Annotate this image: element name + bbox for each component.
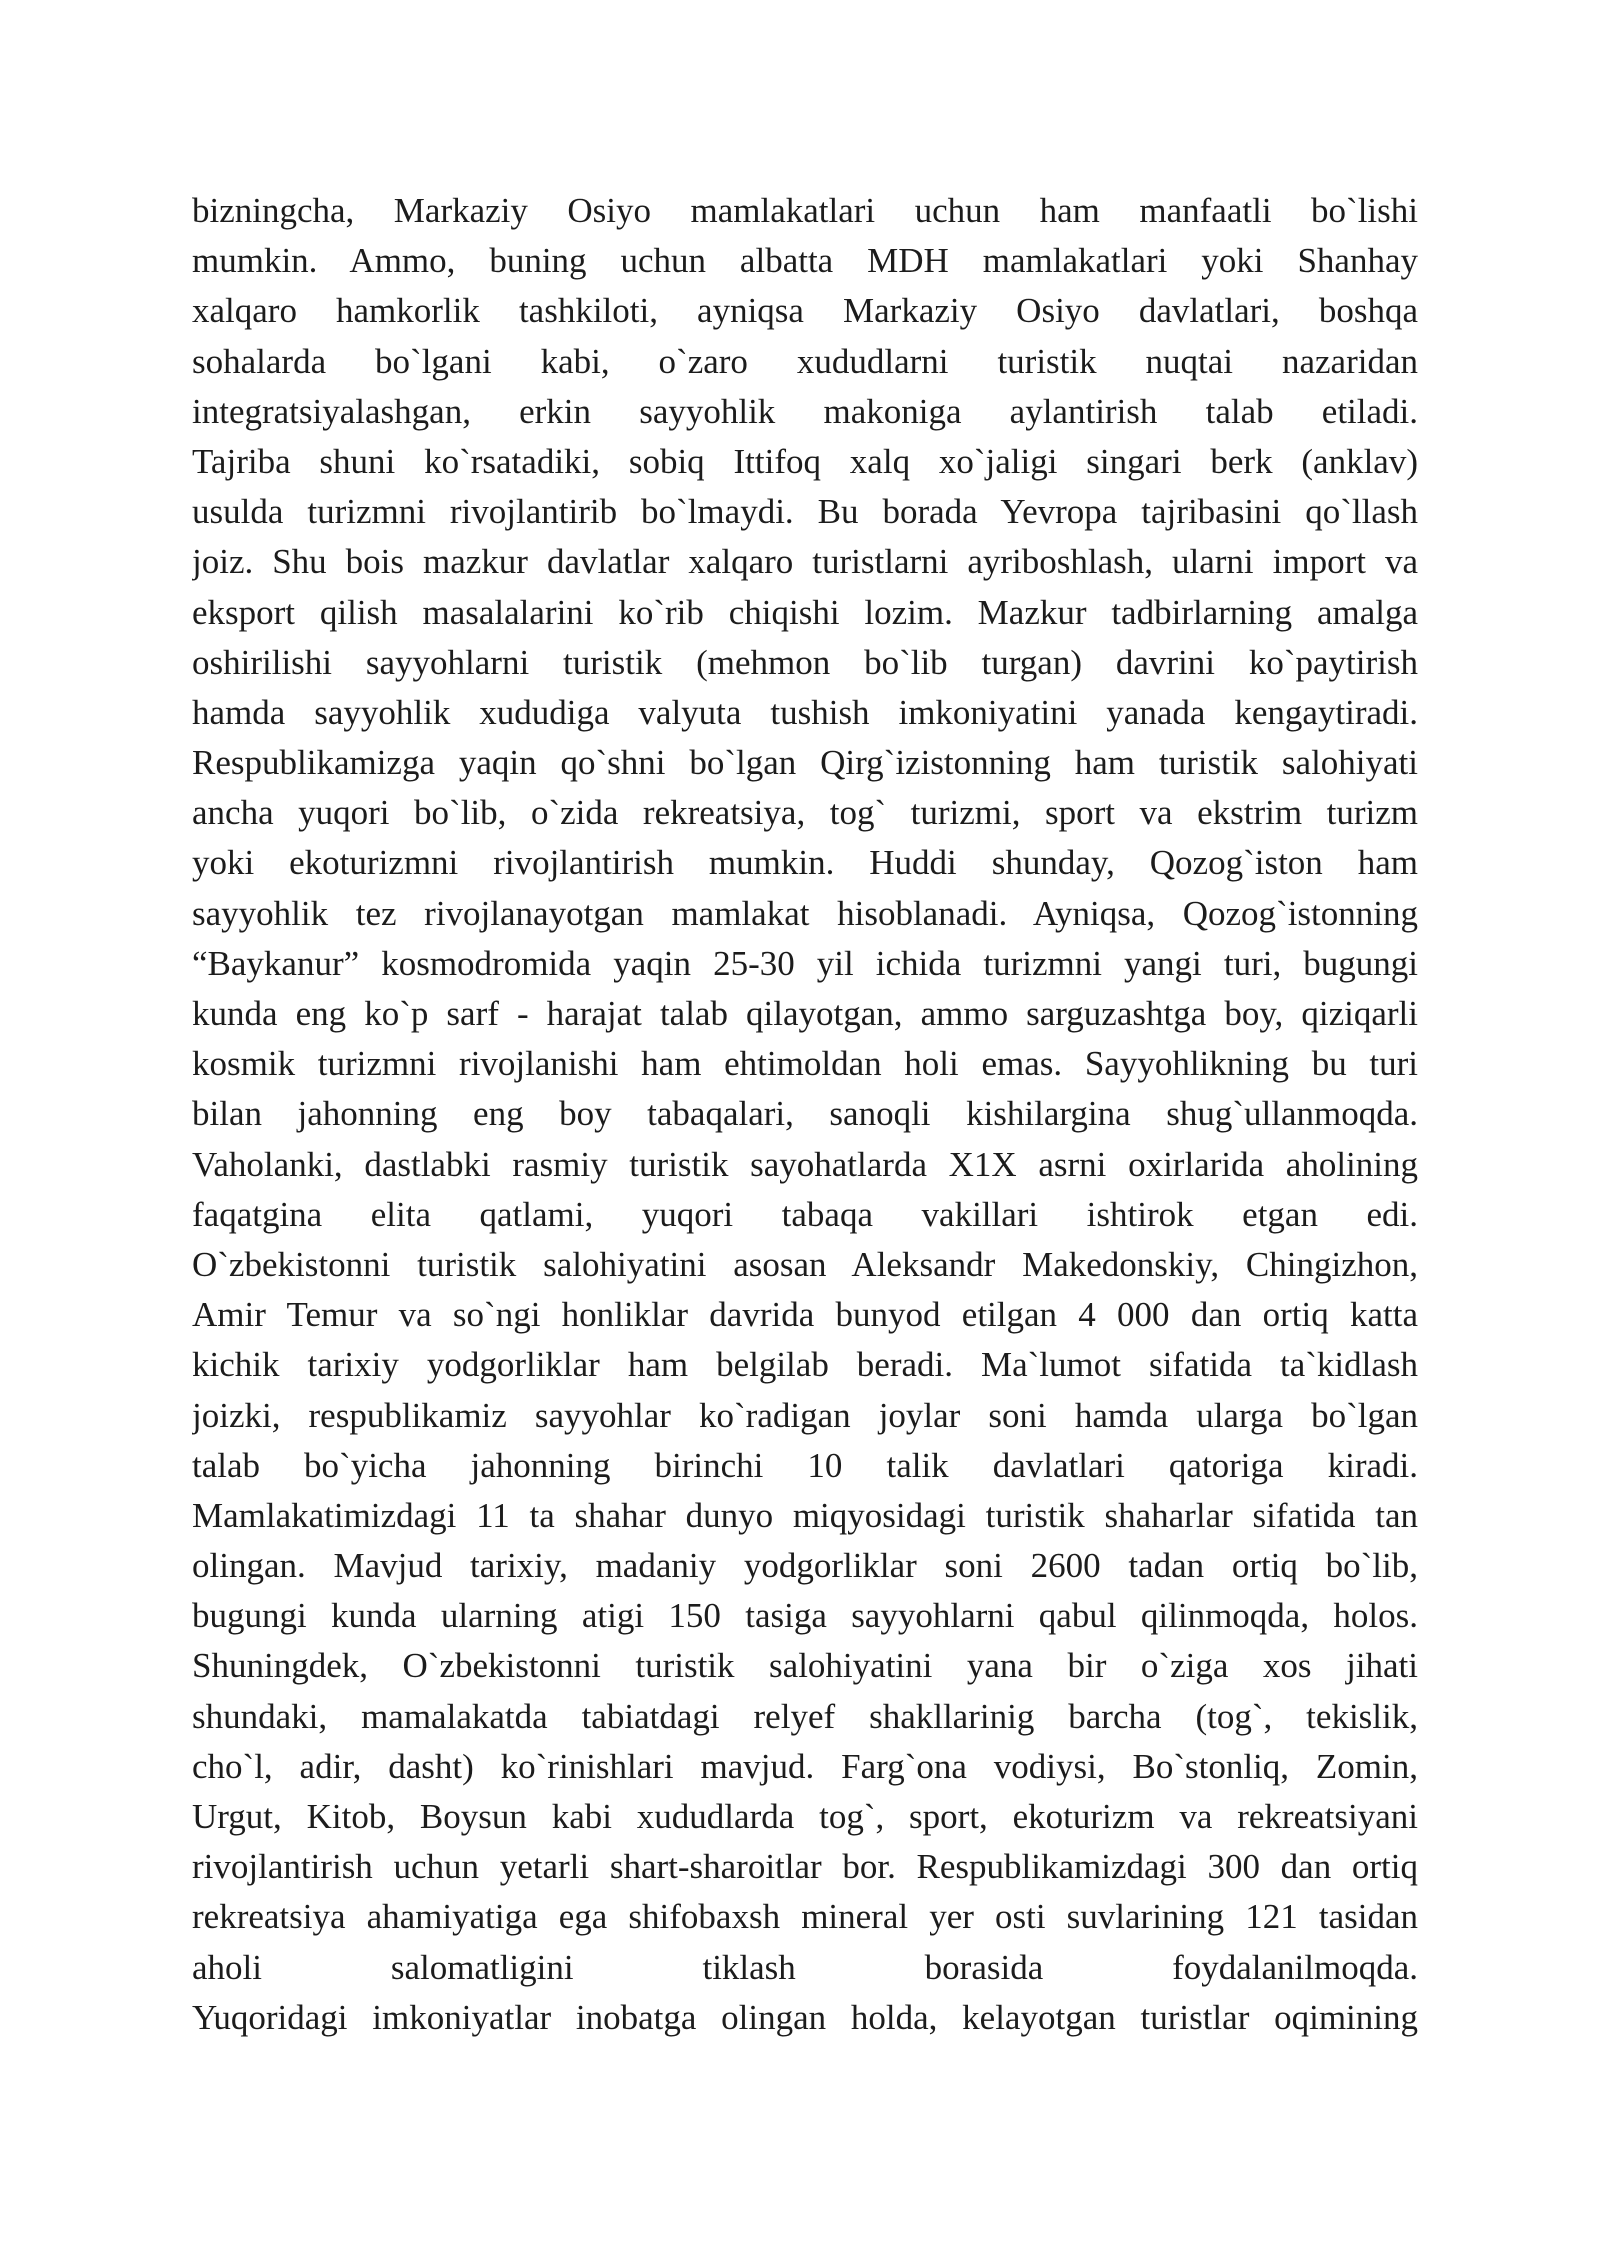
text-line: bugungi kunda ularning atigi 150 tasiga sayyohlarni qabul qilinmoqda, holos. xyxy=(192,1596,1418,1636)
body-text xyxy=(192,186,1418,2043)
text-line: talab bo`yicha jahonning birinchi 10 talik davlatlari qatoriga kiradi. xyxy=(192,1445,1418,1485)
text-line: eksport qilish masalalarini ko`rib chiqishi lozim. Mazkur tadbirlarning amalga xyxy=(192,592,1418,632)
text-line: ancha yuqori bo`lib, o`zida rekreatsiya, tog` turizmi, sport va ekstrim turizm xyxy=(192,793,1418,833)
text-line: mumkin. Ammo, buning uchun albatta MDH mamlakatlari yoki Shanhay xyxy=(192,241,1418,281)
text-line: kunda eng ko`p sarf - harajat talab qilayotgan, ammo sarguzashtga boy, qiziqarli xyxy=(192,994,1418,1033)
text-line: joizki, respublikamiz sayyohlar ko`radigan joylar soni hamda ularga bo`lgan xyxy=(192,1395,1418,1435)
text-line: xalqaro hamkorlik tashkiloti, ayniqsa Markaziy Osiyo davlatlari, boshqa xyxy=(192,291,1418,331)
text-line: sayyohlik tez rivojlanayotgan mamlakat hisoblanadi. Ayniqsa, Qozog`istonning xyxy=(192,893,1418,933)
text-line: kosmik turizmni rivojlanishi ham ehtimoldan holi emas. Sayyohlikning bu turi xyxy=(192,1044,1418,1084)
text-line: sohalarda bo`lgani kabi, o`zaro xududlarni turistik nuqtai nazaridan xyxy=(192,341,1418,381)
text-line: faqatgina elita qatlami, yuqori tabaqa vakillari ishtirok etgan edi. xyxy=(192,1194,1418,1234)
text-line: Respublikamizga yaqin qo`shni bo`lgan Qirg`izistonning ham turistik salohiyati xyxy=(192,743,1418,783)
text-line: rivojlantirish uchun yetarli shart-sharoitlar bor. Respublikamizdagi 300 dan ortiq xyxy=(192,1847,1418,1887)
text-line: Amir Temur va so`ngi honliklar davrida bunyod etilgan 4 000 dan ortiq katta xyxy=(192,1295,1418,1335)
text-line: oshirilishi sayyohlarni turistik (mehmon bo`lib turgan) davrini ko`paytirish xyxy=(192,642,1418,682)
text-line: usulda turizmni rivojlantirib bo`lmaydi. Bu borada Yevropa tajribasini qo`llash xyxy=(192,492,1418,532)
text-line: hamda sayyohlik xududiga valyuta tushish imkoniyatini yanada kengaytiradi. xyxy=(192,692,1418,732)
text-line: olingan. Mavjud tarixiy, madaniy yodgorliklar soni 2600 tadan ortiq bo`lib, xyxy=(192,1546,1418,1586)
text-line: integratsiyalashgan, erkin sayyohlik makoniga aylantirish talab etiladi. xyxy=(192,391,1418,431)
text-line: shundaki, mamalakatda tabiatdagi relyef shakllarinig barcha (tog`, tekislik, xyxy=(192,1696,1418,1736)
text-line: Shuningdek, O`zbekistonni turistik salohiyatini yana bir o`ziga xos jihati xyxy=(192,1646,1418,1686)
text-line: bizningcha, Markaziy Osiyo mamlakatlari uchun ham manfaatli bo`lishi xyxy=(192,191,1418,230)
text-line: yoki ekoturizmni rivojlantirish mumkin. Huddi shunday, Qozog`iston ham xyxy=(192,843,1418,883)
text-line: Vaholanki, dastlabki rasmiy turistik sayohatlarda X1X asrni oxirlarida aholining xyxy=(192,1144,1418,1184)
text-line: joiz. Shu bois mazkur davlatlar xalqaro turistlarni ayriboshlash, ularni import va xyxy=(192,542,1418,582)
text-line: kichik tarixiy yodgorliklar ham belgilab beradi. Ma`lumot sifatida ta`kidlash xyxy=(192,1345,1418,1385)
text-line: “Baykanur” kosmodromida yaqin 25-30 yil ichida turizmni yangi turi, bugungi xyxy=(192,943,1418,983)
text-line: rekreatsiya ahamiyatiga ega shifobaxsh mineral yer osti suvlarining 121 tasidan xyxy=(192,1897,1418,1937)
text-line: Mamlakatimizdagi 11 ta shahar dunyo miqyosidagi turistik shaharlar sifatida tan xyxy=(192,1495,1418,1535)
text-line: Urgut, Kitob, Boysun kabi xududlarda tog`, sport, ekoturizm va rekreatsiyani xyxy=(192,1797,1418,1836)
text-line: O`zbekistonni turistik salohiyatini asosan Aleksandr Makedonskiy, Chingizhon, xyxy=(192,1244,1418,1284)
text-line: bilan jahonning eng boy tabaqalari, sanoqli kishilargina shug`ullanmoqda. xyxy=(192,1094,1418,1134)
text-line: aholi salomatligini tiklash borasida foydalanilmoqda. xyxy=(192,1947,1418,1987)
text-line: Tajriba shuni ko`rsatadiki, sobiq Ittifoq xalq xo`jaligi singari berk (anklav) xyxy=(192,441,1418,481)
text-line: cho`l, adir, dasht) ko`rinishlari mavjud. Farg`ona vodiysi, Bo`stonliq, Zomin, xyxy=(192,1746,1418,1786)
text-line: Yuqoridagi imkoniyatlar inobatga olingan holda, kelayotgan turistlar oqimining xyxy=(192,1997,1418,2037)
